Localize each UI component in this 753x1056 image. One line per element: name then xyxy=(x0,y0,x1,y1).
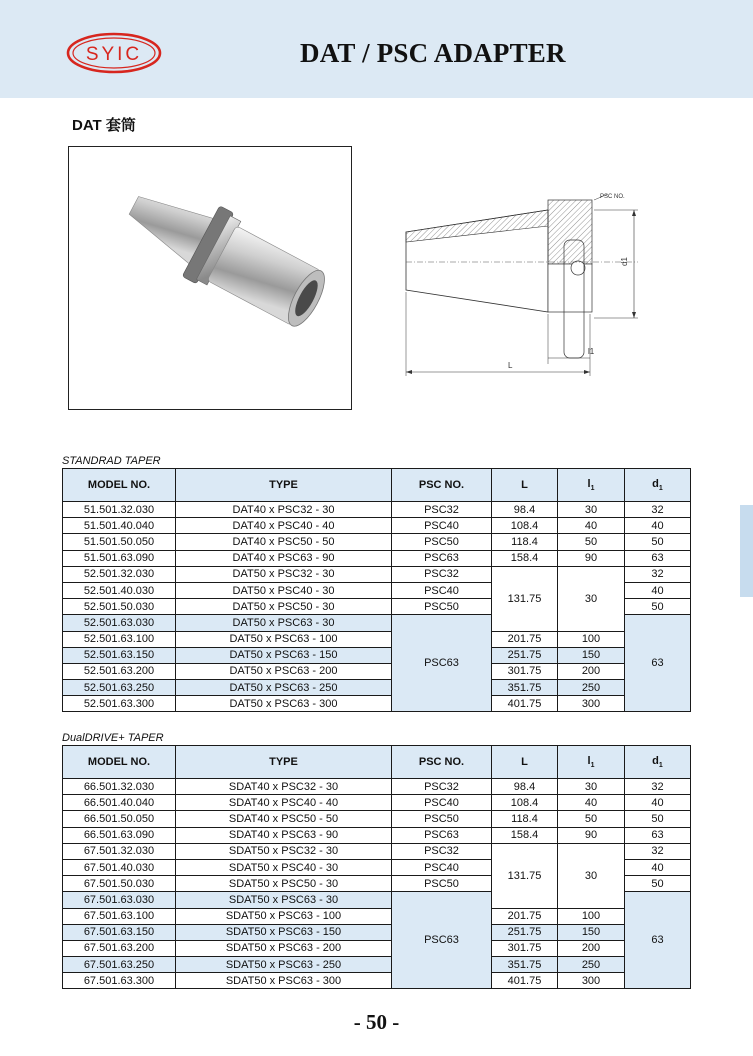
table-cell: DAT40 x PSC63 - 90 xyxy=(176,550,392,566)
table-row xyxy=(63,647,691,663)
col-header-type: TYPE xyxy=(176,746,392,779)
col-header-psc: PSC NO. xyxy=(392,469,492,502)
table-cell: 51.501.40.040 xyxy=(63,518,176,534)
svg-text:l1: l1 xyxy=(588,347,595,356)
table-row xyxy=(63,502,691,518)
section-label: DAT 套筒 xyxy=(72,117,136,134)
table-cell: 32 xyxy=(625,843,691,859)
table-cell: 301.75 xyxy=(492,663,558,679)
table-cell: 40 xyxy=(558,795,625,811)
col-header-l1: $l_1$ xyxy=(558,746,625,779)
table-cell: PSC50 xyxy=(392,876,492,892)
table-cell: PSC32 xyxy=(392,843,492,859)
table-cell: SDAT40 x PSC32 - 30 xyxy=(176,779,392,795)
merged-l-cell: 131.75 xyxy=(492,843,558,908)
technical-drawing xyxy=(398,180,652,380)
table-row xyxy=(63,940,691,956)
merged-d1-cell: 63 xyxy=(625,892,691,989)
table-cell: 66.501.40.040 xyxy=(63,795,176,811)
dualdrive-table-caption: DualDRIVE+ TAPER xyxy=(62,732,164,744)
table-cell: 251.75 xyxy=(492,924,558,940)
table-cell: 52.501.63.250 xyxy=(63,680,176,696)
col-header-type: TYPE xyxy=(176,469,392,502)
table-cell: 351.75 xyxy=(492,957,558,973)
table-cell: 50 xyxy=(558,811,625,827)
table-cell: 158.4 xyxy=(492,827,558,843)
table-cell: PSC40 xyxy=(392,582,492,598)
table-cell: DAT40 x PSC50 - 50 xyxy=(176,534,392,550)
table-cell: DAT50 x PSC63 - 30 xyxy=(176,615,392,631)
table-cell: 52.501.63.150 xyxy=(63,647,176,663)
table-cell: SDAT50 x PSC63 - 100 xyxy=(176,908,392,924)
table-cell: 52.501.50.030 xyxy=(63,599,176,615)
col-header-l: L xyxy=(492,746,558,779)
merged-psc-cell: PSC63 xyxy=(392,892,492,989)
table-cell: DAT50 x PSC40 - 30 xyxy=(176,582,392,598)
table-cell: 90 xyxy=(558,827,625,843)
table-cell: 40 xyxy=(625,518,691,534)
table-cell: DAT50 x PSC63 - 300 xyxy=(176,696,392,712)
table-cell: 52.501.63.100 xyxy=(63,631,176,647)
table-cell: 67.501.63.030 xyxy=(63,892,176,908)
table-cell: 52.501.63.200 xyxy=(63,663,176,679)
table-cell: SDAT50 x PSC50 - 30 xyxy=(176,876,392,892)
table-cell: 401.75 xyxy=(492,696,558,712)
table-cell: SDAT50 x PSC32 - 30 xyxy=(176,843,392,859)
table-row xyxy=(63,518,691,534)
table-cell: 200 xyxy=(558,940,625,956)
table-row xyxy=(63,843,691,859)
standard-table-caption: STANDRAD TAPER xyxy=(62,455,161,467)
merged-psc-cell: PSC63 xyxy=(392,615,492,712)
table-cell: 30 xyxy=(558,502,625,518)
table-cell: 50 xyxy=(625,599,691,615)
table-cell: 50 xyxy=(558,534,625,550)
table-cell: 67.501.63.150 xyxy=(63,924,176,940)
table-cell: 150 xyxy=(558,924,625,940)
table-cell: PSC40 xyxy=(392,859,492,875)
table-cell: SDAT50 x PSC40 - 30 xyxy=(176,859,392,875)
table-cell: PSC50 xyxy=(392,534,492,550)
table-cell: SDAT50 x PSC63 - 200 xyxy=(176,940,392,956)
table-row xyxy=(63,566,691,582)
table-row xyxy=(63,795,691,811)
table-cell: 40 xyxy=(558,518,625,534)
table-cell: PSC50 xyxy=(392,811,492,827)
page-title: DAT / PSC ADAPTER xyxy=(300,38,566,68)
table-cell: DAT50 x PSC32 - 30 xyxy=(176,566,392,582)
table-row xyxy=(63,680,691,696)
table-cell: 108.4 xyxy=(492,795,558,811)
table-row xyxy=(63,811,691,827)
page-number: - 50 - xyxy=(353,1010,400,1034)
table-cell: 66.501.63.090 xyxy=(63,827,176,843)
col-header-d1: $d_1$ xyxy=(625,746,691,779)
table-cell: PSC32 xyxy=(392,779,492,795)
merged-d1-cell: 63 xyxy=(625,615,691,712)
table-cell: 66.501.32.030 xyxy=(63,779,176,795)
table-cell: 63 xyxy=(625,827,691,843)
table-cell: 51.501.63.090 xyxy=(63,550,176,566)
table-cell: PSC63 xyxy=(392,550,492,566)
syic-logo xyxy=(66,32,162,74)
table-row xyxy=(63,550,691,566)
table-cell: SDAT40 x PSC63 - 90 xyxy=(176,827,392,843)
table-cell: 50 xyxy=(625,876,691,892)
svg-text:d1: d1 xyxy=(620,257,629,266)
table-cell: 351.75 xyxy=(492,680,558,696)
merged-l1-cell: 30 xyxy=(558,843,625,908)
table-cell: 50 xyxy=(625,534,691,550)
svg-text:L: L xyxy=(508,361,513,370)
table-cell: DAT50 x PSC63 - 150 xyxy=(176,647,392,663)
table-cell: 108.4 xyxy=(492,518,558,534)
table-cell: 250 xyxy=(558,680,625,696)
table-cell: 63 xyxy=(625,550,691,566)
table-cell: SDAT50 x PSC63 - 250 xyxy=(176,957,392,973)
table-cell: 40 xyxy=(625,859,691,875)
table-cell: 30 xyxy=(558,779,625,795)
table-cell: 51.501.50.050 xyxy=(63,534,176,550)
col-header-model: MODEL NO. xyxy=(63,469,176,502)
table-cell: SDAT50 x PSC63 - 150 xyxy=(176,924,392,940)
table-cell: PSC32 xyxy=(392,502,492,518)
merged-l-cell: 131.75 xyxy=(492,566,558,631)
table-cell: 90 xyxy=(558,550,625,566)
table-cell: SDAT50 x PSC63 - 30 xyxy=(176,892,392,908)
table-cell: 67.501.32.030 xyxy=(63,843,176,859)
standard-taper-table xyxy=(62,468,691,712)
table-cell: PSC50 xyxy=(392,599,492,615)
table-cell: SDAT40 x PSC40 - 40 xyxy=(176,795,392,811)
table-cell: 251.75 xyxy=(492,647,558,663)
table-cell: 50 xyxy=(625,811,691,827)
table-cell: 40 xyxy=(625,582,691,598)
table-cell: 98.4 xyxy=(492,779,558,795)
table-row xyxy=(63,957,691,973)
table-cell: 201.75 xyxy=(492,631,558,647)
table-cell: 67.501.63.200 xyxy=(63,940,176,956)
table-row xyxy=(63,779,691,795)
table-cell: 67.501.63.300 xyxy=(63,973,176,989)
table-cell: 32 xyxy=(625,779,691,795)
table-cell: 52.501.63.300 xyxy=(63,696,176,712)
table-cell: 200 xyxy=(558,663,625,679)
col-header-d1: $d_1$ xyxy=(625,469,691,502)
table-row xyxy=(63,827,691,843)
merged-l1-cell: 30 xyxy=(558,566,625,631)
table-cell: PSC32 xyxy=(392,566,492,582)
table-cell: 100 xyxy=(558,631,625,647)
table-row xyxy=(63,696,691,712)
table-cell: DAT40 x PSC32 - 30 xyxy=(176,502,392,518)
table-cell: PSC40 xyxy=(392,518,492,534)
page-header xyxy=(0,0,753,98)
table-cell: 150 xyxy=(558,647,625,663)
table-cell: 40 xyxy=(625,795,691,811)
table-cell: 401.75 xyxy=(492,973,558,989)
col-header-model: MODEL NO. xyxy=(63,746,176,779)
table-cell: 300 xyxy=(558,696,625,712)
table-cell: 67.501.63.250 xyxy=(63,957,176,973)
table-cell: 98.4 xyxy=(492,502,558,518)
table-cell: 32 xyxy=(625,502,691,518)
table-cell: 201.75 xyxy=(492,908,558,924)
table-cell: DAT40 x PSC40 - 40 xyxy=(176,518,392,534)
table-cell: PSC40 xyxy=(392,795,492,811)
table-cell: 52.501.32.030 xyxy=(63,566,176,582)
table-cell: DAT50 x PSC50 - 30 xyxy=(176,599,392,615)
side-tab xyxy=(740,505,753,597)
svg-text:SYIC: SYIC xyxy=(85,44,143,65)
col-header-l: L xyxy=(492,469,558,502)
table-row xyxy=(63,908,691,924)
product-photo xyxy=(68,146,352,410)
table-cell: 67.501.63.100 xyxy=(63,908,176,924)
table-cell: 66.501.50.050 xyxy=(63,811,176,827)
table-cell: 250 xyxy=(558,957,625,973)
table-cell: SDAT40 x PSC50 - 50 xyxy=(176,811,392,827)
table-cell: 118.4 xyxy=(492,811,558,827)
dualdrive-taper-table xyxy=(62,745,691,989)
col-header-psc: PSC NO. xyxy=(392,746,492,779)
table-cell: 67.501.50.030 xyxy=(63,876,176,892)
table-cell: 67.501.40.030 xyxy=(63,859,176,875)
table-row xyxy=(63,663,691,679)
table-cell: 51.501.32.030 xyxy=(63,502,176,518)
table-cell: 158.4 xyxy=(492,550,558,566)
table-cell: 52.501.40.030 xyxy=(63,582,176,598)
table-cell: 301.75 xyxy=(492,940,558,956)
table-cell: PSC63 xyxy=(392,827,492,843)
table-cell: 300 xyxy=(558,973,625,989)
table-cell: 118.4 xyxy=(492,534,558,550)
table-row xyxy=(63,534,691,550)
table-cell: DAT50 x PSC63 - 100 xyxy=(176,631,392,647)
table-row xyxy=(63,924,691,940)
table-cell: 32 xyxy=(625,566,691,582)
table-row xyxy=(63,973,691,989)
table-cell: 100 xyxy=(558,908,625,924)
table-cell: DAT50 x PSC63 - 250 xyxy=(176,680,392,696)
table-row xyxy=(63,631,691,647)
table-cell: DAT50 x PSC63 - 200 xyxy=(176,663,392,679)
table-cell: SDAT50 x PSC63 - 300 xyxy=(176,973,392,989)
table-cell: 52.501.63.030 xyxy=(63,615,176,631)
svg-text:PSC NO.: PSC NO. xyxy=(600,194,625,200)
col-header-l1: $l_1$ xyxy=(558,469,625,502)
